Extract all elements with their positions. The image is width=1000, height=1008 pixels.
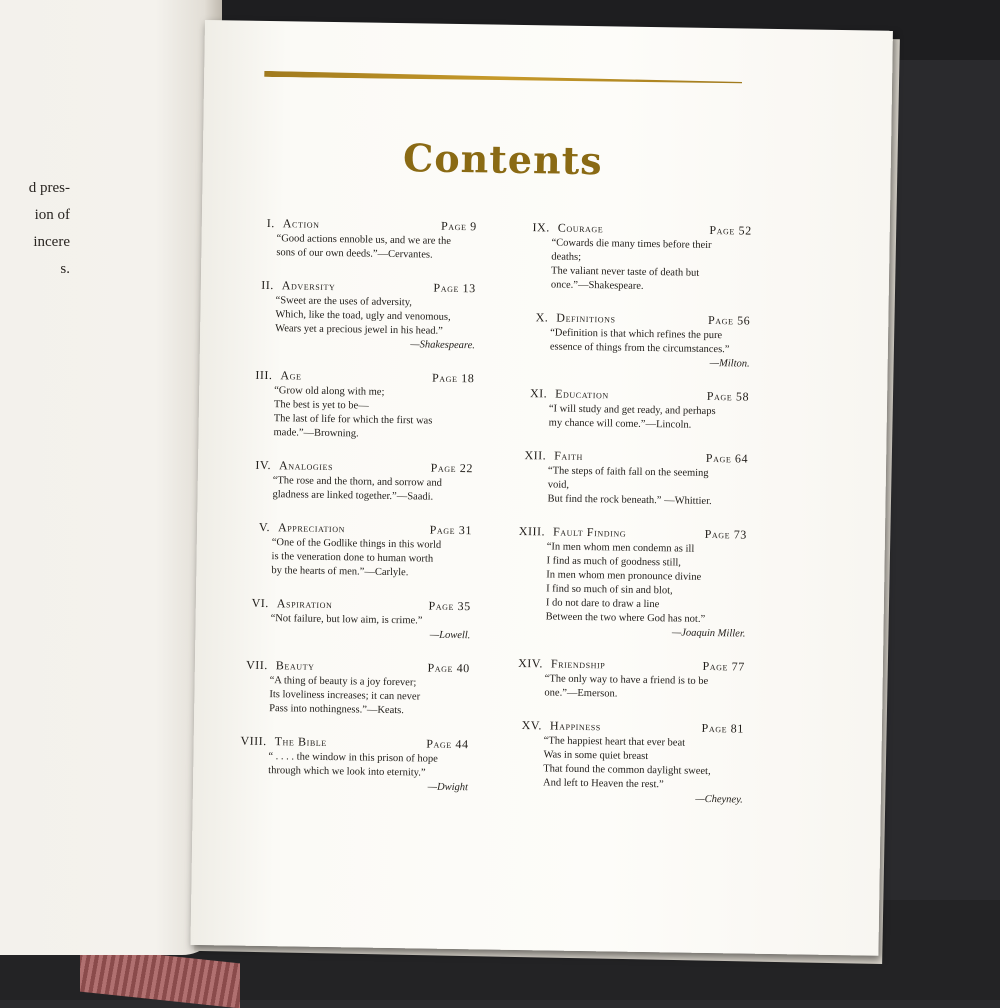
left-fragment: d pres- [28,180,70,196]
page-number: Page 9 [440,218,477,234]
contents-page [190,20,892,956]
contents-entry [511,220,752,296]
entry-heading [512,220,752,238]
entry-heading [508,448,748,466]
left-fragment: incere [33,234,70,250]
contents-entry [507,448,748,510]
entry-heading [232,519,472,537]
quote-author: —Shakespeare. [410,339,476,352]
chapter-title: Analogies [278,458,334,474]
chapter-title: The Bible [274,734,327,750]
page-number: Page 35 [428,598,471,614]
chapter-title: Beauty [275,658,315,673]
quotation: “The steps of faith fall on the seeming void, But find the rock beneath.” —Whittier. [547,465,712,508]
contents-entry [503,718,744,808]
chapter-title: Faith [554,448,584,463]
page-number: Page 81 [701,720,745,736]
entry-heading [510,310,750,328]
quotation: “Cowards die many times before their deaths; The valiant never taste of death but once.”—Shakespeare. [550,237,712,292]
quote-author: —Cheyney. [695,793,743,806]
quotation: “The happiest heart that ever beat Was in some quiet breast That found the common daylight sweet, And left to Heaven the rest.” [542,735,711,791]
contents-entry [509,386,750,434]
quotation: “I will study and get ready, and perhaps my chance will come.”—Lincoln. [548,403,716,431]
contents-entry [231,519,472,581]
contents-column-right [502,220,751,826]
quotation: “ . . . . the window in this prison of hope through which we look into eternity.” [268,751,438,779]
chapter-title: Courage [557,220,604,236]
chapter-title: Fault Finding [552,524,627,540]
page-number: Page 13 [433,280,476,296]
chapter-number: VI. [251,595,269,611]
chapter-title: Action [282,216,320,231]
quotation: “Not failure, but low aim, is crime.” [270,613,423,627]
quotation: “The only way to have a friend is to be one.”—Emerson. [544,673,709,700]
page-number: Page 58 [706,388,750,404]
entry-heading [509,386,749,404]
entry-heading [237,216,477,234]
chapter-number: XIII. [518,523,546,539]
chapter-number: II. [261,277,274,293]
contents-entry [233,368,474,444]
quote-author: —Lowell. [429,629,471,642]
chapter-title: Happiness [549,718,602,734]
contents-entry [235,278,476,354]
contents-entry [504,656,745,704]
chapter-number: XII. [524,448,547,463]
chapter-title: Adversity [281,278,336,294]
page-number: Page 22 [430,460,474,476]
contents-entry [228,733,469,795]
chapter-title: Appreciation [277,520,346,536]
entry-heading [233,457,473,475]
chapter-number: III. [255,367,273,383]
page-number: Page 44 [426,736,469,752]
contents-entry [230,595,471,643]
contents-entry [236,216,477,264]
left-fragment: s. [60,261,70,277]
chapter-number: V. [258,519,271,535]
page-title: Contents [402,135,603,184]
chapter-title: Definitions [556,310,616,326]
page-number: Page 64 [705,450,749,466]
page-number: Page 52 [709,222,752,238]
chapter-number: VIII. [240,733,267,749]
quotation: “Good actions ennoble us, and we are the sons of our own deeds.”—Cervantes. [276,233,451,261]
contents-entry [505,524,747,642]
entry-heading [229,733,469,751]
quotation: “Definition is that which refines the pure essence of things from the circumstances.” [549,327,730,356]
quotation: “In men whom men condemn as ill I find as much of goodness still, In men whom men pronounce divine I find so much of sin and blot, I do not dare to draw a line Between the two where God has not.” [545,541,706,625]
chapter-number: I. [266,215,275,231]
chapter-title: Age [280,368,302,383]
chapter-number: XV. [521,718,543,733]
chapter-number: XIV. [518,655,544,671]
page-number: Page 56 [707,312,751,328]
chapter-number: IV. [255,457,272,473]
entry-heading [236,278,476,296]
contents-entry [229,657,470,719]
quotation: “One of the Godlike things in this world is the veneration done to human worth by the hearts of men.”—Carlyle. [271,537,442,579]
quote-author: —Joaquin Miller. [671,627,746,640]
page-number: Page 77 [702,658,746,674]
chapter-number: X. [535,310,549,325]
quote-author: —Dwight [427,781,469,794]
chapter-number: XI. [529,386,548,401]
contents-entry [232,457,473,505]
page-number: Page 40 [427,660,470,676]
left-fragment: ion of [34,207,70,223]
entry-heading [230,657,470,675]
chapter-title: Education [555,386,609,402]
entry-heading [507,524,747,542]
left-page-text [0,175,70,283]
quote-author: —Milton. [709,357,750,370]
page-number: Page 31 [429,522,473,538]
quotation: “Sweet are the uses of adversity, Which, like the toad, ugly and venomous, Wears yet a precious jewel in his head.” [275,295,451,337]
left-page [0,0,222,955]
quotation: “A thing of beauty is a joy forever; Its loveliness increases; it can never Pass into nothingness.”—Keats. [269,675,421,717]
contents-entry [510,310,751,372]
contents-column-left [228,216,477,814]
page-number: Page 73 [704,526,748,542]
entry-heading [504,718,744,736]
entry-heading [231,595,471,613]
chapter-number: IX. [532,220,550,235]
chapter-title: Aspiration [276,596,333,612]
entry-heading [234,368,474,386]
quotation: “Grow old along with me; The best is yet to be— The last of life for which the first was made.”—Browning. [273,385,433,440]
page-number: Page 18 [431,370,475,386]
quotation: “The rose and the thorn, and sorrow and gladness are linked together.”—Saadi. [272,475,442,503]
gold-rule [264,71,742,85]
entry-heading [505,656,745,674]
chapter-number: VII. [246,657,268,673]
chapter-title: Friendship [550,656,606,672]
